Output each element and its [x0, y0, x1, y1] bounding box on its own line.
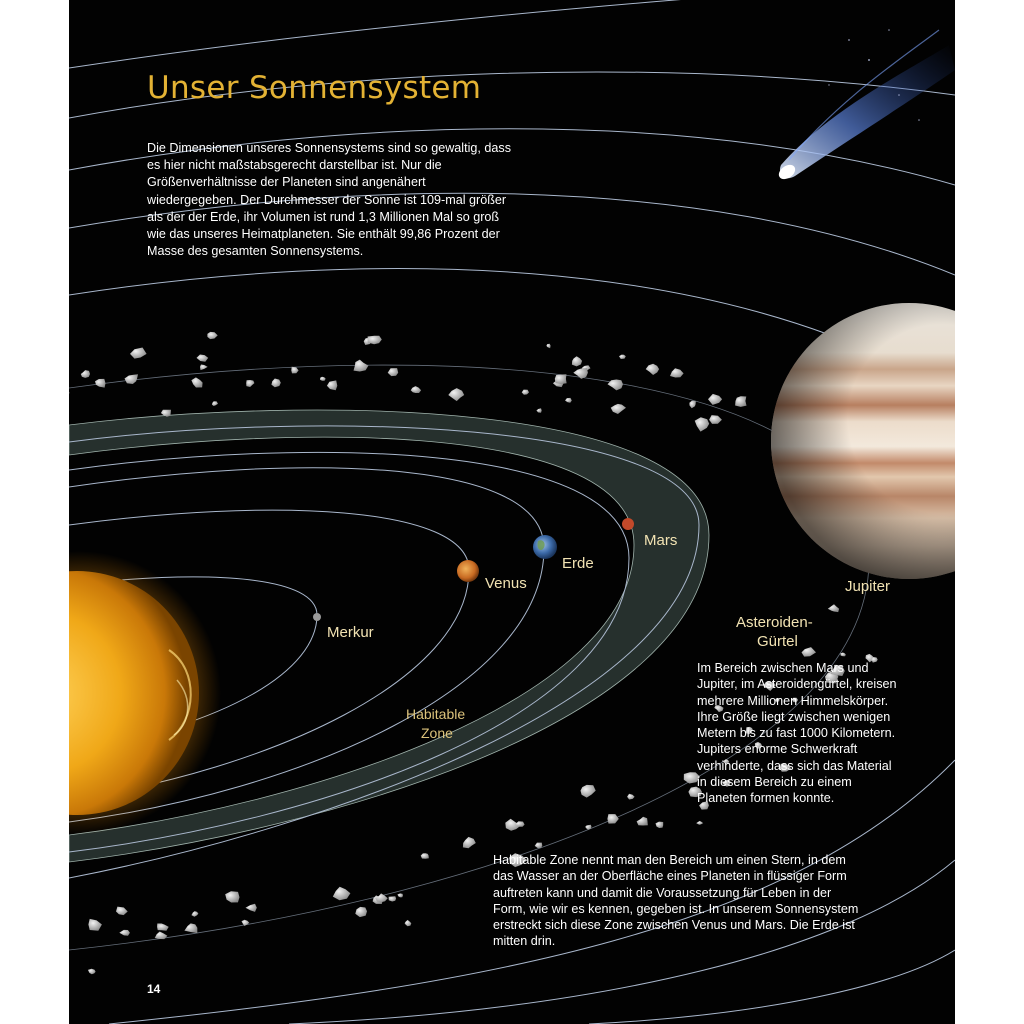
- page-title: Unser Sonnensystem: [147, 70, 482, 106]
- asteroid-rock: [573, 368, 588, 379]
- asteroid-rock: [646, 364, 659, 375]
- asteroid-rock: [81, 370, 90, 378]
- erde-label: Erde: [562, 555, 594, 572]
- asteroid-rock: [225, 891, 239, 902]
- asteroid-rock: [354, 360, 369, 372]
- asteroid-rock: [637, 817, 648, 826]
- asteroid-rock: [157, 924, 169, 931]
- jupiter-planet: [771, 303, 955, 579]
- asteroid-rock: [207, 332, 217, 339]
- asteroid-rock: [411, 386, 421, 393]
- asteroid-rock: [619, 355, 626, 359]
- habitable-zone-label-line1: Habitable: [406, 706, 466, 722]
- asteroid-rock: [656, 822, 664, 828]
- asteroid-rock: [695, 417, 710, 431]
- asteroid-rock: [448, 388, 464, 401]
- asteroid-rock: [522, 390, 529, 395]
- asteroid-rock: [828, 604, 839, 612]
- mars-planet: [622, 518, 634, 530]
- asteroid-rock: [735, 396, 746, 407]
- habitable-zone-description: Habitable Zone nennt man den Bereich um einen Stern, in dem das Wasser an der Oberfläche eines Planeten in flüssiger Form auftreten kann und damit die Voraussetzung für Leben in der Form, wie wir es kennen, gegeben ist. In unserem Sonnensystem erstreckt sich diese Zone zwischen Venus und Mars. Die Erde ist mitten drin.: [493, 853, 859, 949]
- asteroid-rock: [670, 368, 684, 377]
- asteroid-rock: [246, 380, 254, 387]
- asteroid-rock: [397, 893, 403, 897]
- asteroid-rock: [197, 355, 209, 362]
- asteroid-rock: [116, 907, 128, 916]
- asteroid-rock: [463, 837, 476, 848]
- book-page: [69, 0, 955, 1024]
- mars-label: Mars: [644, 532, 678, 549]
- asteroid-rock: [708, 394, 722, 405]
- asteroid-rock: [327, 380, 337, 390]
- asteroid-rock: [184, 923, 197, 933]
- asteroid-rock: [696, 821, 703, 825]
- jupiter-label: Jupiter: [845, 578, 891, 595]
- asteroid-rock: [291, 367, 298, 374]
- asteroid-rock: [191, 377, 202, 387]
- asteroid-rock: [607, 814, 618, 824]
- asteroid-rock: [368, 336, 382, 345]
- asteroid-rock: [546, 344, 550, 349]
- asteroid-rock: [581, 785, 596, 798]
- asteroid-rock: [246, 904, 257, 912]
- asteroid-belt-label-line2: Gürtel: [757, 633, 798, 650]
- intro-paragraph: Die Dimensionen unseres Sonnensystems sind so gewaltig, dass es hier nicht maßstabsgerecht darstellbar ist. Nur die Größenverhältnisse der Planeten sind angenähert wiedergegeben. Der Durchmesser der Sonne ist 109-mal größer als der der Erde, ihr Volumen ist rund 1,3 Millionen Mal so groß wie das unseres Heimatplaneten. Sie enthält 99,86 Prozent der Masse des gesamten Sonnensystems.: [147, 141, 512, 259]
- asteroid-rock: [333, 887, 351, 901]
- merkur-planet: [313, 613, 321, 621]
- asteroid-rock: [627, 794, 635, 800]
- asteroid-rock: [95, 379, 106, 388]
- asteroid-rock: [840, 653, 845, 657]
- asteroid-rock: [536, 408, 541, 412]
- merkur-label: Merkur: [327, 624, 374, 641]
- asteroid-rock: [200, 365, 208, 371]
- asteroid-belt-label-line1: Asteroiden-: [736, 614, 813, 631]
- asteroid-rock: [355, 907, 367, 917]
- comet: [776, 29, 955, 182]
- asteroid-rock: [802, 647, 817, 657]
- asteroid-rock: [555, 374, 567, 384]
- sun: [69, 551, 221, 835]
- asteroid-rock: [69, 390, 70, 395]
- asteroid-rock: [421, 853, 429, 859]
- asteroid-rock: [608, 380, 624, 391]
- asteroid-rock: [271, 379, 280, 388]
- asteroid-rock: [88, 969, 96, 975]
- habitable-zone-label-line2: Zone: [421, 725, 453, 741]
- asteroid-rock: [212, 401, 218, 406]
- asteroid-rock: [130, 348, 147, 359]
- asteroid-rock: [389, 896, 397, 901]
- asteroid-rock: [119, 930, 130, 936]
- venus-label: Venus: [485, 575, 527, 592]
- asteroid-rock: [689, 401, 696, 409]
- asteroid-rock: [191, 911, 198, 917]
- asteroid-rock: [535, 843, 543, 849]
- asteroid-rock: [709, 415, 722, 424]
- asteroid-rock: [88, 919, 102, 931]
- page-number: 14: [147, 982, 161, 996]
- asteroid-rock: [320, 377, 326, 381]
- asteroid-belt-description: Im Bereich zwischen Mars und Jupiter, im Asteroidengürtel, kreisen mehrere Millionen Himmelskörper. Ihre Größe liegt zwischen wenigen Metern bis zu fast 1000 Kilometern. Jupiters enorme Schwerkraft verhinderte, dass sich das Material in diesem Bereich zu einem Planeten formen konnte.: [697, 661, 897, 806]
- asteroid-rock: [125, 374, 139, 384]
- asteroid-rock: [405, 920, 412, 926]
- venus-planet: [457, 560, 479, 582]
- asteroid-rock: [388, 368, 399, 376]
- asteroid-rock: [611, 404, 626, 414]
- asteroid-rock: [572, 356, 582, 366]
- erde-planet: [533, 535, 557, 559]
- asteroid-rock: [565, 398, 572, 403]
